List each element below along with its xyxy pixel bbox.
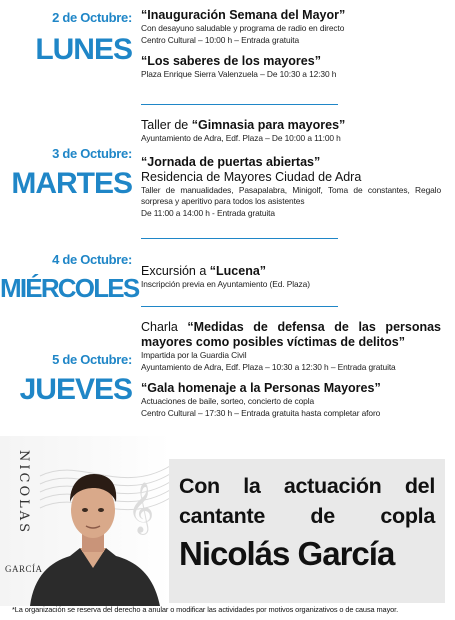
day-heading [0,146,132,199]
event-detail: Centro Cultural – 17:30 h – Entrada gratuita hasta completar aforo [141,407,381,418]
event-detail: Taller de manualidades, Pasapalabra, Minigolf, Toma de constantes, Regalo sorpresa y aperitivo para todos los asistentes [141,184,441,206]
event-detail: Centro Cultural – 10:00 h – Entrada gratuita [141,34,300,45]
footnote: *La organización se reserva del derecho a anular o modificar las actividades por motivos organizativos o de causa mayor. [12,605,399,614]
singer-photo [0,436,170,606]
event-item [141,264,441,291]
event-title: “Gala homenaje a la Personas Mayores” [141,381,381,395]
divider [141,104,338,105]
weekday-label: LUNES [35,33,132,66]
event-title: “Inauguración Semana del Mayor” [141,8,346,22]
event-subtitle: Residencia de Mayores Ciudad de Adra [141,169,362,184]
event-detail: Actuaciones de baile, sorteo, concierto de copla [141,396,315,406]
vertical-name-text: NICOLAS [16,450,31,536]
date-label: 5 de Octubre: [52,352,132,367]
day-heading [0,10,132,65]
vertical-name [4,446,31,556]
event-detail: Plaza Enrique Sierra Valenzuela – De 10:30 a 12:30 h [141,69,337,79]
day-heading [0,352,132,405]
weekday-label: MIÉRCOLES [0,273,139,303]
weekday-label: JUEVES [19,373,132,406]
day-heading [0,252,139,303]
divider [141,306,338,307]
event-list [141,118,441,225]
event-detail: Inscripción previa en Ayuntamiento (Ed. Plaza) [141,279,310,289]
event-item [141,54,441,81]
event-detail: Ayuntamiento de Adra, Edf. Plaza – 10:30 a 12:30 h – Entrada gratuita [141,361,396,372]
event-title: Taller de “Gimnasia para mayores” [141,118,346,132]
event-item [141,155,441,220]
promo-line: cantante de copla [179,504,435,528]
event-item [141,118,441,145]
svg-text:𝄞: 𝄞 [128,482,155,533]
surname-label: GARCÍA [5,564,43,574]
event-item [141,381,441,419]
weekday-label: MARTES [11,167,132,200]
singer-name: Nicolás García [179,535,395,572]
date-label: 2 de Octubre: [52,10,132,25]
event-item [141,8,441,46]
date-label: 3 de Octubre: [52,146,132,161]
event-list [141,320,441,425]
event-title: “Los saberes de los mayores” [141,54,321,68]
promo-box [169,459,445,603]
event-detail: Con desayuno saludable y programa de radio en directo [141,23,345,33]
event-detail: De 11:00 a 14:00 h - Entrada gratuita [141,207,275,218]
date-label: 4 de Octubre: [52,252,132,267]
event-title: Charla “Medidas de defensa de las personas mayores como posibles víctimas de delitos” [141,320,442,349]
event-list [141,8,441,87]
event-list [141,264,441,297]
event-title: Excursión a “Lucena” [141,264,267,278]
event-detail: Impartida por la Guardia Civil [141,350,247,360]
promo-line: Con la actuación del [179,474,435,498]
divider [141,238,338,239]
event-item [141,320,441,373]
event-title: “Jornada de puertas abiertas” [141,154,321,169]
event-detail: Ayuntamiento de Adra, Edf. Plaza – De 10:00 a 11:00 h [141,133,341,143]
